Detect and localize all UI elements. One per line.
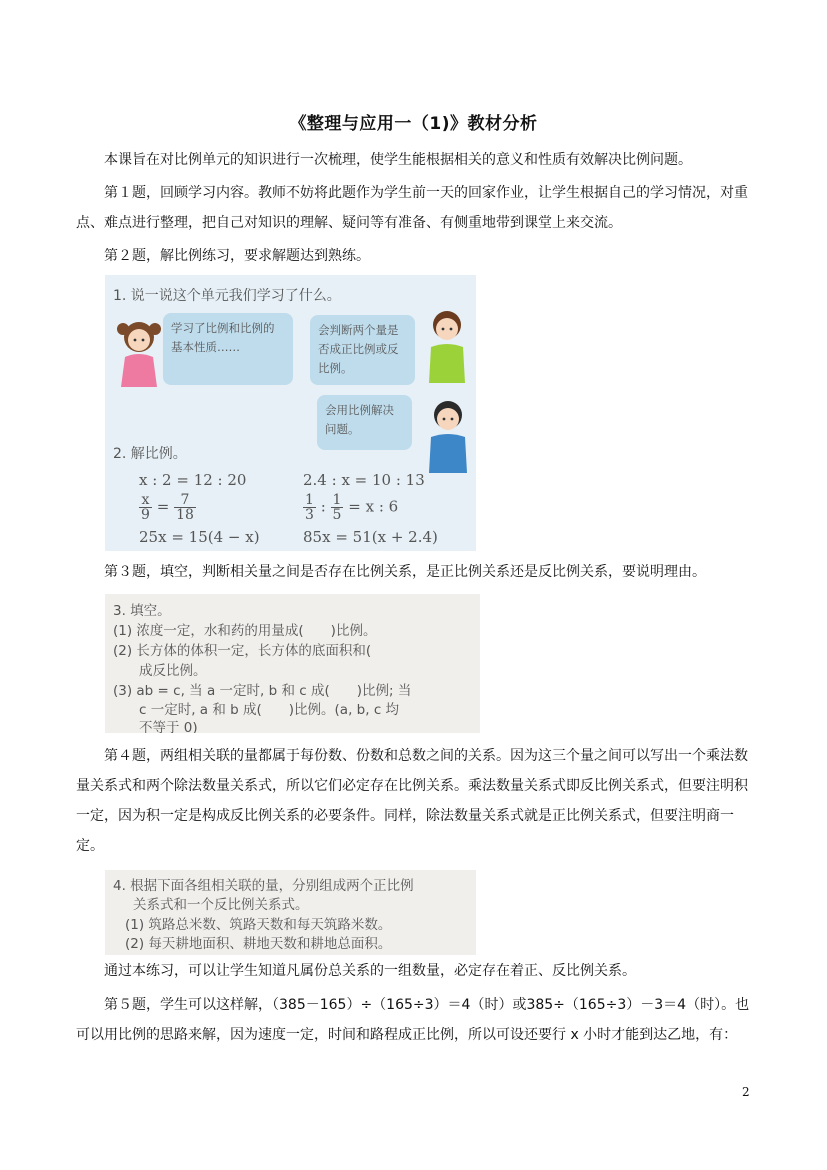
question-2-text: 2. 解比例。	[113, 446, 187, 462]
textbook-figure-1	[105, 275, 476, 551]
equation-2b: $\frac{1}{3}$ : $\frac{1}{5}$ = x : 6	[305, 492, 399, 523]
paragraph-q2: 第２题，解比例练习，要求解题达到熟练。	[104, 248, 370, 264]
question-1-text: 1. 说一说这个单元我们学习了什么。	[113, 288, 341, 304]
equation-1a: x : 2 = 12 : 20	[139, 471, 247, 489]
textbook-figure-2	[105, 594, 480, 733]
paragraph-q1: 第１题，回顾学习内容。教师不妨将此题作为学生前一天的回家作业，让学生根据自己的学习情况，对重点、难点进行整理，把自己对知识的理解、疑问等有准备、有侧重地带到课堂上来交流。	[76, 185, 748, 231]
fraction-x-over-9: $\frac{x}{9}$	[141, 492, 150, 523]
speech-bubble-girl: 学习了比例和比例的基本性质……	[163, 313, 293, 385]
paragraph-q5: 第５题，学生可以这样解，（385－165）÷（165÷3）＝4（时）或385÷（165÷3）－3＝4（时）。也可以用比例的思路来解，因为速度一定，时间和路程成正比例，所以可设还要行 x 小时才能到达乙地，有：	[76, 997, 750, 1043]
fill-blank-item-2-cont: 成反比例。	[139, 663, 207, 679]
girl-illustration	[113, 315, 165, 390]
paragraph-q3: 第３题，填空，判断相关量之间是否存在比例关系，是正比例关系还是反比例关系，要说明理由。	[104, 564, 706, 580]
fill-blank-item-3-cont: c 一定时, a 和 b 成( )比例。(a, b, c 均	[139, 702, 400, 718]
paragraph-summary: 通过本练习，可以让学生知道凡属份总关系的一组数量，必定存在着正、反比例关系。	[104, 963, 636, 979]
fill-blank-item-2: (2) 长方体的体积一定，长方体的底面积和(	[113, 643, 372, 659]
textbook-figure-3	[105, 870, 476, 955]
equation-3a: 25x = 15(4 − x)	[139, 528, 260, 546]
relation-item-1: (1) 筑路总米数、筑路天数和每天筑路米数。	[125, 917, 392, 933]
boy-illustration-2	[423, 395, 473, 475]
equation-1b: 2.4 : x = 10 : 13	[303, 471, 425, 489]
fraction-7-over-18: $\frac{7}{18}$	[176, 492, 194, 523]
page-title: 《整理与应用一（1)》教材分析	[289, 114, 538, 134]
boy-illustration-1	[421, 305, 473, 385]
fraction-1-over-3: $\frac{1}{3}$	[305, 492, 314, 523]
fill-blank-item-3-note: 不等于 0)	[139, 720, 198, 733]
fill-blank-item-1: (1) 浓度一定，水和药的用量成( )比例。	[113, 623, 377, 639]
equation-3b: 85x = 51(x + 2.4)	[303, 528, 438, 546]
fill-blank-item-3: (3) ab = c, 当 a 一定时, b 和 c 成( )比例; 当	[113, 683, 412, 699]
relation-item-2: (2) 每天耕地面积、耕地天数和耕地总面积。	[125, 936, 392, 952]
equation-2a: $\frac{x}{9}$ = $\frac{7}{18}$	[141, 492, 194, 523]
fill-blank-heading: 3. 填空。	[113, 603, 171, 619]
fraction-1-over-5: $\frac{1}{5}$	[332, 492, 342, 523]
paragraph-q4: 第４题，两组相关联的量都属于每份数、份数和总数之间的关系。因为这三个量之间可以写出一个乘法数量关系式和两个除法数量关系式，所以它们必定存在比例关系。乘法数量关系式即反比例关系式，但要注明积一定，因为积一定是构成反比例关系的必要条件。同样，除法数量关系式就是正比例关系式，但要注明商一定。	[76, 748, 748, 854]
relation-heading: 4. 根据下面各组相关联的量，分别组成两个正比例	[113, 878, 414, 894]
paragraph-intro: 本课旨在对比例单元的知识进行一次梳理，使学生能根据相关的意义和性质有效解决比例问题。	[104, 152, 692, 168]
relation-heading-cont: 关系式和一个反比例关系式。	[133, 897, 309, 913]
speech-bubble-boy-2: 会用比例解决问题。	[317, 395, 412, 450]
speech-bubble-boy-1: 会判断两个量是否成正比例或反比例。	[310, 315, 415, 385]
page-number: 2	[742, 1085, 750, 1099]
